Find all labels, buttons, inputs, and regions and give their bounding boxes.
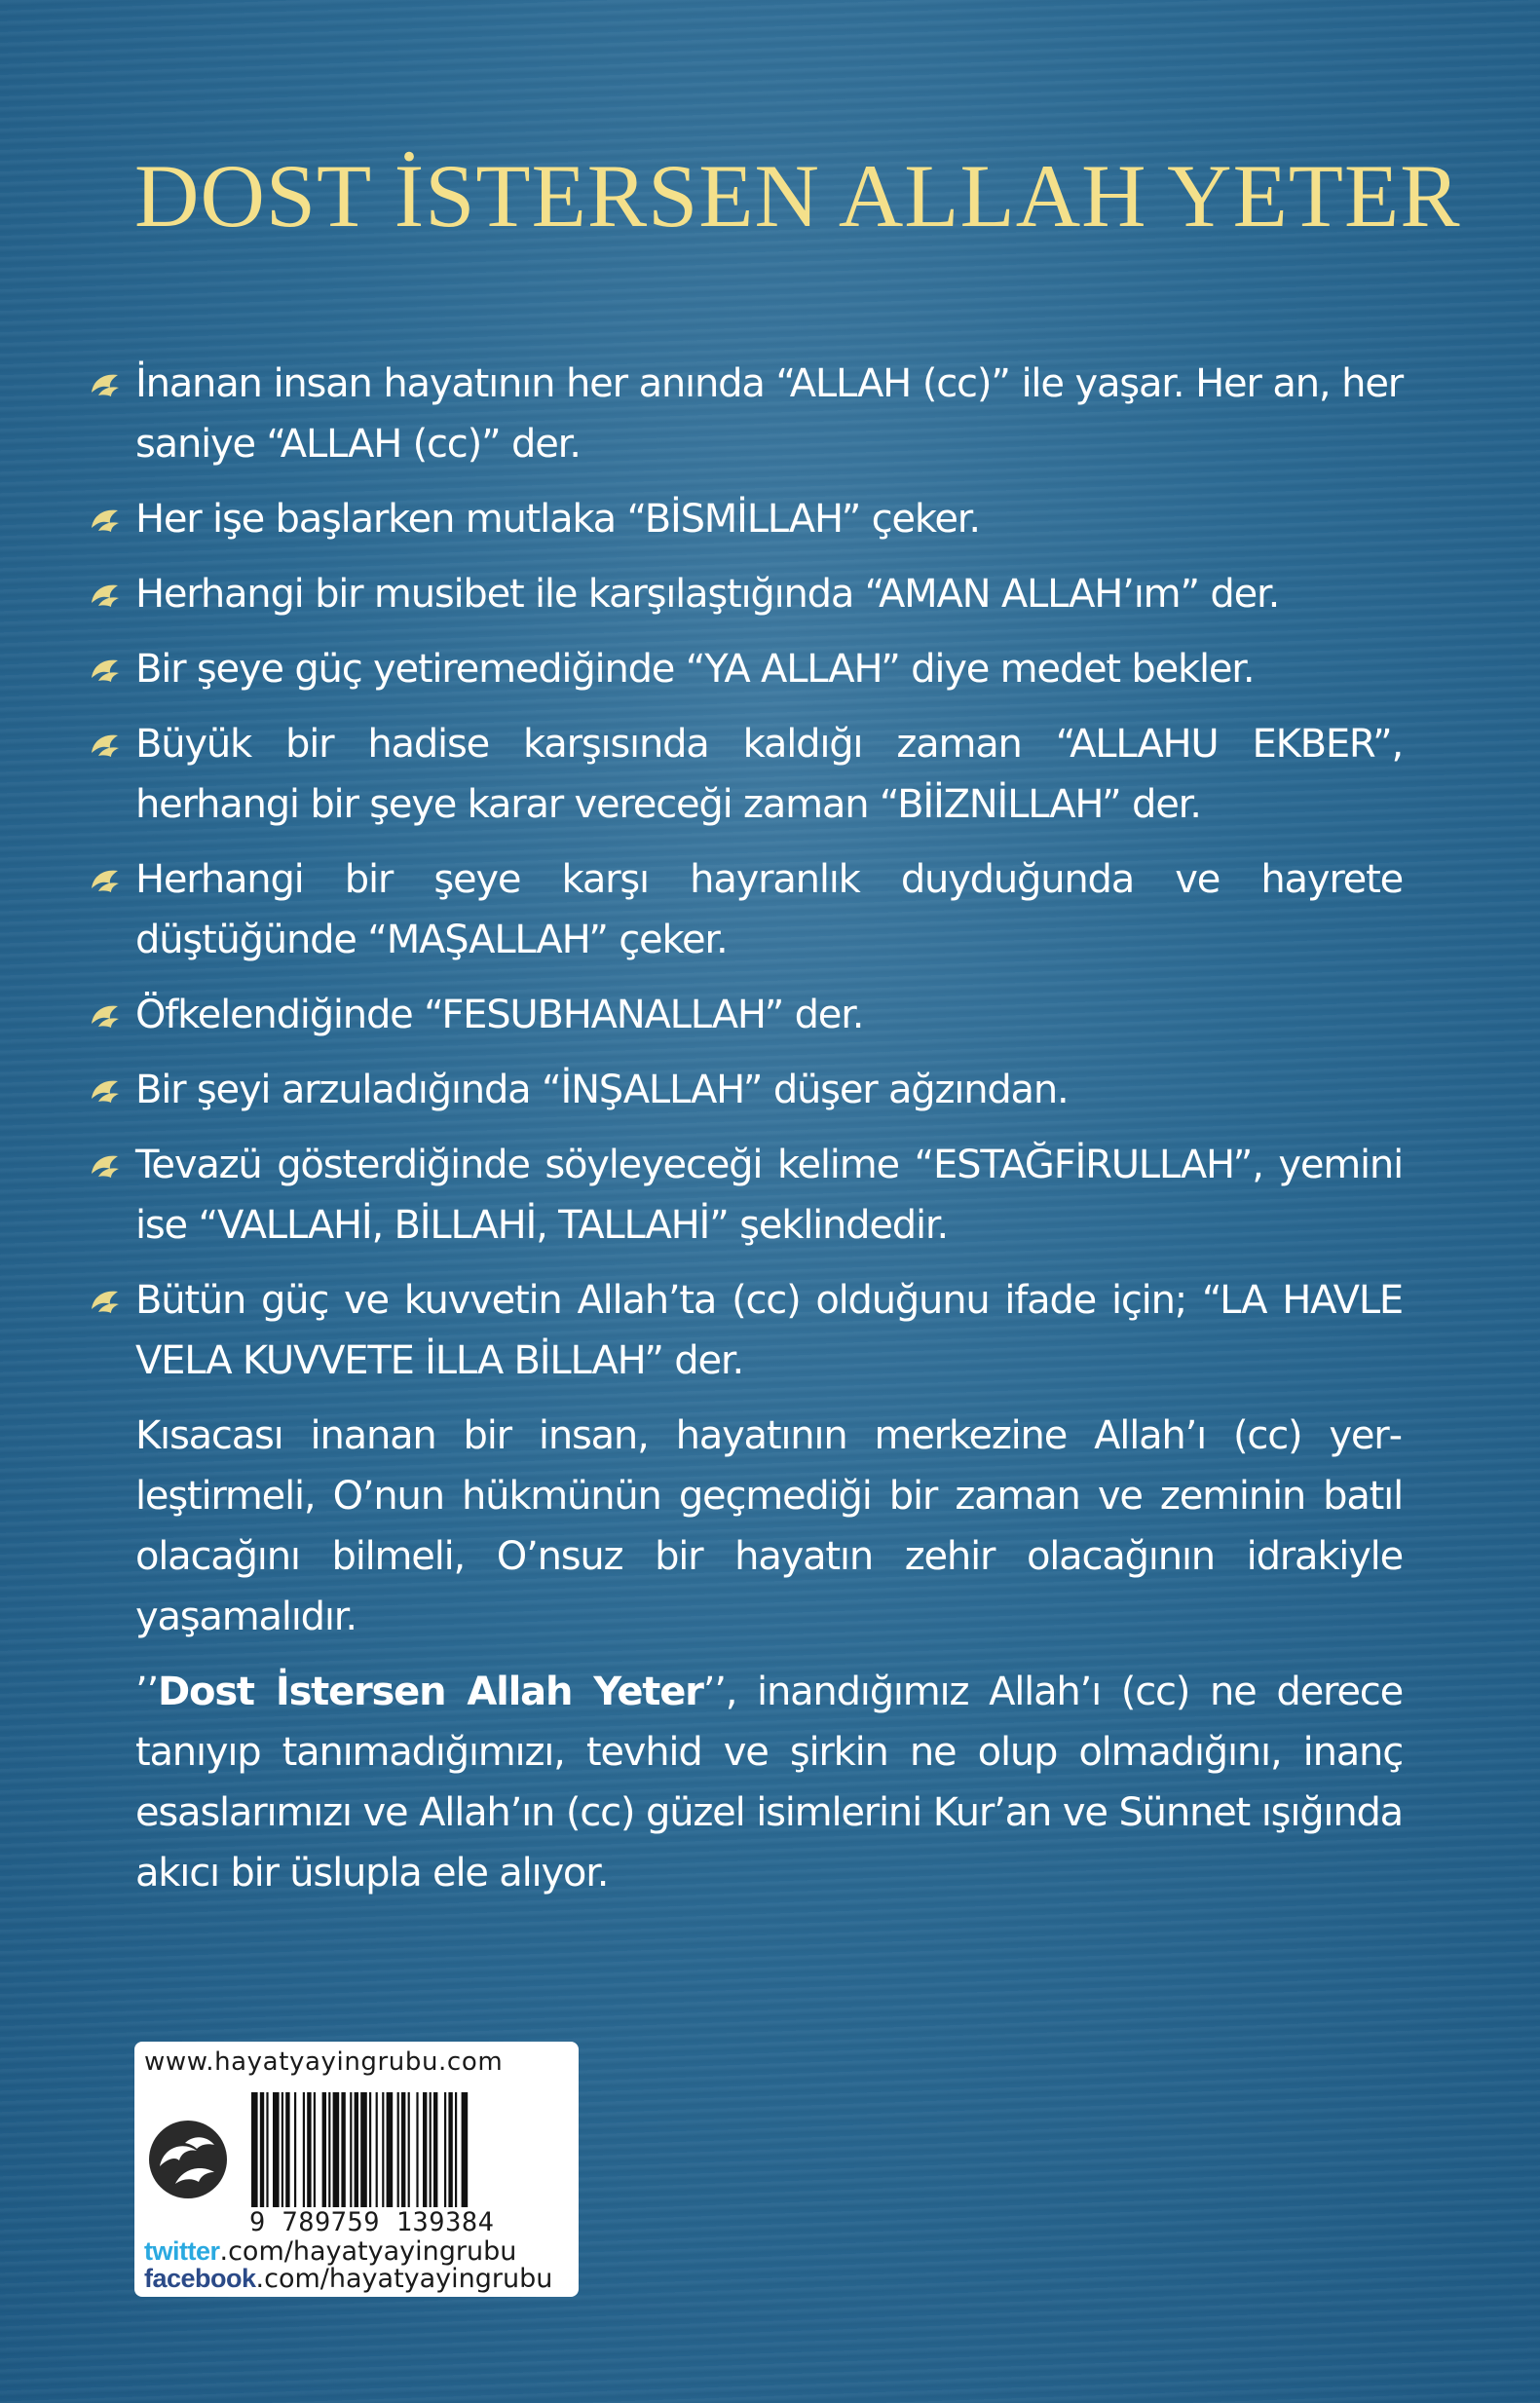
- barcode-bar: [266, 2092, 268, 2207]
- leaf-swirl-icon: [89, 1270, 135, 1331]
- barcode-bar: [294, 2092, 296, 2207]
- barcode-bar: [462, 2092, 469, 2207]
- barcode-bar: [341, 2092, 345, 2207]
- leaf-swirl-icon: [89, 639, 135, 699]
- barcode-bar: [455, 2092, 457, 2207]
- facebook-path: .com/hayatyayingrubu: [255, 2264, 553, 2294]
- barcode-bar: [416, 2092, 418, 2207]
- barcode-bar: [382, 2092, 384, 2207]
- twitter-path: .com/hayatyayingrubu: [219, 2236, 517, 2267]
- barcode-bar: [314, 2092, 316, 2207]
- bullet-text: Büyük bir hadise karşısında kaldığı zaman “ALLAHU EKBER”, herhangi bir şeye karar vereceği zaman “BİİZNİLLAH” der.: [135, 722, 1403, 827]
- barcode-bar: [260, 2092, 264, 2207]
- list-item: [89, 564, 1403, 624]
- bullet-text: Herhangi bir musibet ile karşılaştığında “AMAN ALLAH’ım” der.: [135, 572, 1280, 617]
- quote-open: ’’: [135, 1670, 159, 1714]
- list-item: [89, 714, 1403, 835]
- publisher-logo-icon: [146, 2118, 230, 2201]
- barcode-bar: [433, 2092, 437, 2207]
- summary-paragraph: Kısacası inanan bir insan, hayatının merkezine Allah’ı (cc) yerleştirmeli, O’nun hükmünün geçmediği bir zaman ve zeminin batıl olacağını bilmeli, O’nsuz bir hayatın zehir olacağının idrakiyle yaşamalıdır.: [135, 1413, 1403, 1639]
- list-item: [89, 354, 1403, 474]
- facebook-brand: facebook: [144, 2264, 256, 2293]
- bullet-text: İnanan insan hayatının her anında “ALLAH (cc)” ile yaşar. Her an, her saniye “ALLAH (cc)” der.: [135, 361, 1403, 467]
- book-title: DOST İSTERSEN ALLAH YETER: [134, 146, 1461, 245]
- list-item: [89, 1060, 1403, 1120]
- barcode-bar: [303, 2092, 305, 2207]
- barcode-bar: [369, 2092, 371, 2207]
- barcode-bar: [387, 2092, 394, 2207]
- closing-paragraph: [135, 1662, 1403, 1903]
- barcode-bar: [423, 2092, 427, 2207]
- leaf-swirl-icon: [89, 985, 135, 1045]
- barcode-bar: [350, 2092, 352, 2207]
- leaf-swirl-icon: [89, 1135, 135, 1195]
- facebook-link[interactable]: [144, 2264, 552, 2294]
- list-item: [89, 639, 1403, 699]
- bullet-text: Bütün güç ve kuvvetin Allah’ta (cc) olduğunu ifade için; “LA HAVLE VELA KUVVETE İLLA BİLLAH” der.: [135, 1278, 1403, 1383]
- bullet-text: Bir şeye güç yetiremediğinde “YA ALLAH” diye medet bekler.: [135, 647, 1255, 692]
- isbn-number: 9 789759 139384: [249, 2207, 495, 2237]
- book-title-inline: Dost İstersen Allah Yeter: [158, 1670, 703, 1714]
- barcode-bar: [444, 2092, 446, 2207]
- quote-close: ’’: [702, 1670, 726, 1714]
- bullet-text: Tevazü gösterdiğinde söyleyeceği kelime “ESTAĞFİRULLAH”, yemini ise “VALLAHİ, BİLLAHİ, TALLAHİ” şeklindedir.: [135, 1143, 1403, 1248]
- back-cover-text: [89, 354, 1403, 1918]
- list-item: [89, 1270, 1403, 1391]
- leaf-swirl-icon: [89, 1060, 135, 1120]
- barcode-bar: [282, 2092, 283, 2207]
- bullet-text: Bir şeyi arzuladığında “İNŞALLAH” düşer ağzından.: [135, 1068, 1069, 1112]
- twitter-brand: twitter: [144, 2236, 220, 2266]
- barcode: [249, 2092, 559, 2207]
- barcode-bar: [333, 2092, 340, 2207]
- barcode-box: [134, 2042, 579, 2297]
- list-item: [89, 1135, 1403, 1256]
- barcode-bar: [376, 2092, 378, 2207]
- barcode-bar: [397, 2092, 399, 2207]
- leaf-swirl-icon: [89, 354, 135, 414]
- barcode-bar: [251, 2092, 258, 2207]
- barcode-bar: [285, 2092, 289, 2207]
- leaf-swirl-icon: [89, 714, 135, 774]
- barcode-bar: [355, 2092, 358, 2207]
- barcode-bar: [430, 2092, 432, 2207]
- twitter-link[interactable]: [144, 2236, 516, 2267]
- leaf-swirl-icon: [89, 849, 135, 910]
- barcode-bar: [408, 2092, 410, 2207]
- list-item: [89, 489, 1403, 549]
- closing-text: , inandığımız Allah’ı (cc) ne derece tanıyıp tanımadığımızı, tevhid ve şirkin ne olup olmadığını, inanç esaslarımızı ve Allah’ın (cc) güzel isimlerini Kur’an ve Sünnet ışığında akıcı bir üslupla ele alıyor.: [135, 1670, 1403, 1896]
- leaf-swirl-icon: [89, 564, 135, 624]
- list-item: [89, 849, 1403, 970]
- leaf-swirl-icon: [89, 489, 135, 549]
- barcode-bar: [401, 2092, 405, 2207]
- bullet-text: Her işe başlarken mutlaka “BİSMİLLAH” çeker.: [135, 497, 980, 542]
- list-item: [89, 985, 1403, 1045]
- website-url[interactable]: www.hayatyayingrubu.com: [144, 2047, 504, 2077]
- barcode-bar: [328, 2092, 330, 2207]
- barcode-bar: [322, 2092, 326, 2207]
- bullet-text: Öfkelendiğinde “FESUBHANALLAH” der.: [135, 993, 864, 1037]
- barcode-bar: [273, 2092, 280, 2207]
- barcode-bar: [307, 2092, 311, 2207]
- barcode-bar: [360, 2092, 367, 2207]
- barcode-bar: [448, 2092, 452, 2207]
- bullet-text: Herhangi bir şeye karşı hayranlık duyduğunda ve hayrete düştüğünde “MAŞALLAH” çeker.: [135, 857, 1403, 962]
